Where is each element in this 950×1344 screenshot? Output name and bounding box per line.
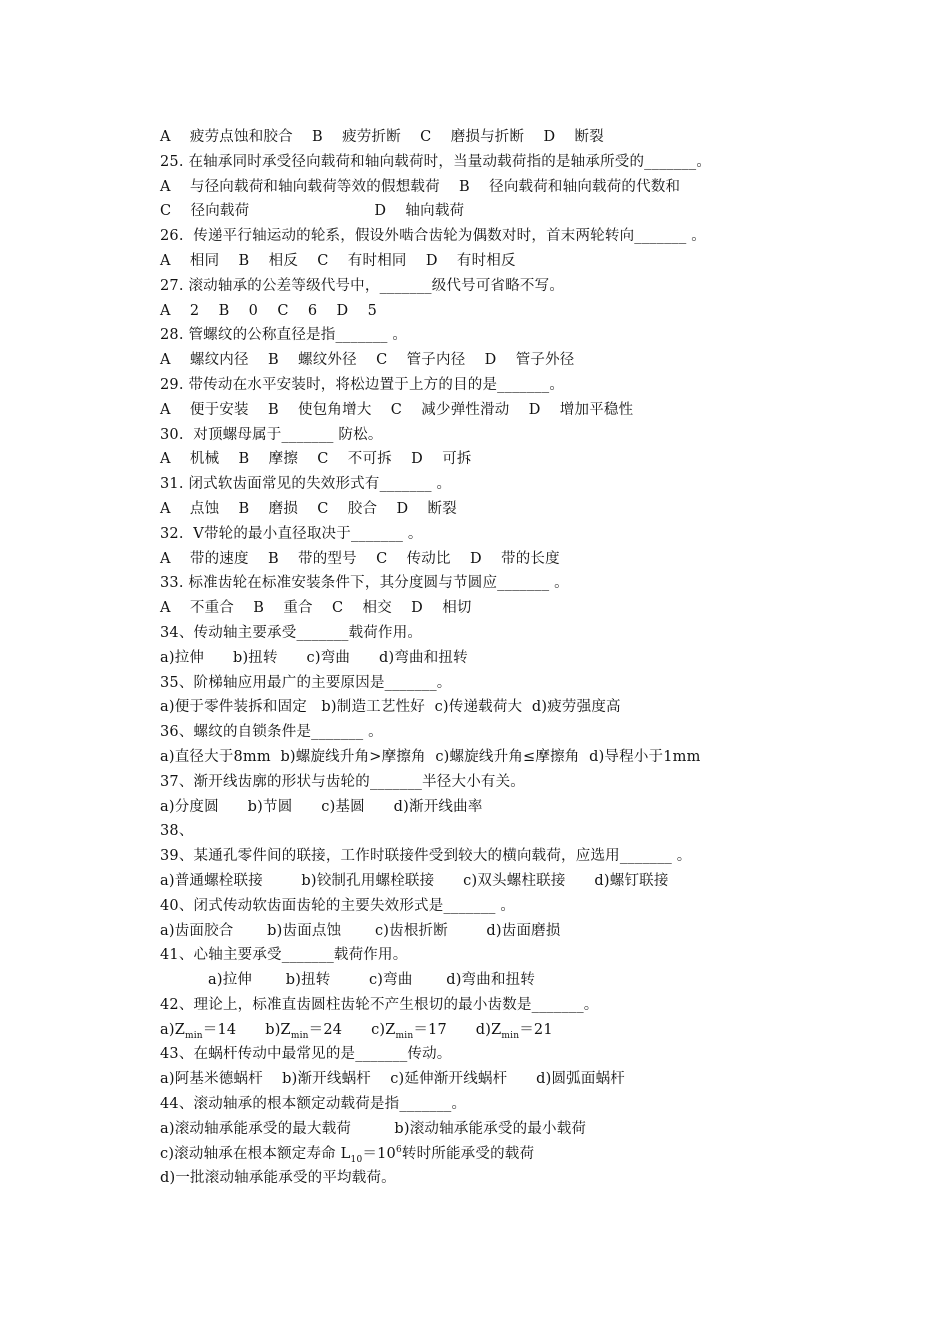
q36-question: 36、螺纹的自锁条件是_______ 。 — [160, 724, 383, 741]
q41-question: 41、心轴主要承受_______载荷作用。 — [160, 947, 408, 964]
q37-question: 37、渐开线齿廓的形状与齿轮的_______半径大小有关。 — [160, 773, 525, 790]
q31-question: 31. 闭式软齿面常见的失效形式有_______ 。 — [160, 476, 452, 493]
q30-options: A 机械 B 摩擦 C 不可拆 D 可拆 — [160, 451, 472, 468]
q40-question: 40、闭式传动软齿面齿轮的主要失效形式是_______ 。 — [160, 897, 516, 914]
q29-options: A 便于安装 B 使包角增大 C 减少弹性滑动 D 增加平稳性 — [160, 401, 634, 418]
q44-option-d: d)一批滚动轴承能承受的平均载荷。 — [160, 1170, 396, 1187]
q32-question: 32. V带轮的最小直径取决于_______ 。 — [160, 525, 423, 542]
q27-options: A 2 B 0 C 6 D 5 — [160, 302, 378, 319]
q27-question: 27. 滚动轴承的公差等级代号中，_______级代号可省略不写。 — [160, 277, 565, 294]
exam-document — [160, 125, 800, 1191]
q33-options: A 不重合 B 重合 C 相交 D 相切 — [160, 600, 472, 617]
q31-options: A 点蚀 B 磨损 C 胶合 D 断裂 — [160, 500, 457, 517]
q40-options: a)齿面胶合 b)齿面点蚀 c)齿根折断 d)齿面磨损 — [160, 922, 561, 939]
q25-options-cd: C 径向载荷 D 轴向载荷 — [160, 203, 465, 220]
q44-option-c: c)滚动轴承在根本额定寿命 $L_{10}=10^6$转时所能承受的载荷 — [160, 1144, 535, 1165]
q44-options-ab: a)滚动轴承能承受的最大载荷 b)滚动轴承能承受的最小载荷 — [160, 1120, 587, 1137]
q39-options: a)普通螺栓联接 b)铰制孔用螺栓联接 c)双头螺柱联接 d)螺钉联接 — [160, 872, 669, 889]
q43-options: a)阿基米德蜗杆 b)渐开线蜗杆 c)延伸渐开线蜗杆 d)圆弧面蜗杆 — [160, 1071, 625, 1088]
q25-options-ab: A 与径向载荷和轴向载荷等效的假想载荷 B 径向载荷和轴向载荷的代数和 — [160, 178, 681, 195]
q35-options: a)便于零件装拆和固定 b)制造工艺性好 c)传递载荷大 d)疲劳强度高 — [160, 699, 621, 716]
q39-question: 39、某通孔零件间的联接，工作时联接件受到较大的横向载荷，应选用_______ 。 — [160, 848, 692, 865]
q42-options: $a)Z_{min}=14$ $b)Z_{min}=24$ $c)Z_{min}=17$ $d)Z_{min}=21$ — [160, 1021, 553, 1041]
q36-options: a)直径大于8mm b)螺旋线升角>摩擦角 c)螺旋线升角≤摩擦角 d)导程小于1mm — [160, 748, 701, 765]
q26-options: A 相同 B 相反 C 有时相同 D 有时相反 — [160, 252, 516, 269]
q44-question: 44、滚动轴承的根本额定动载荷是指_______。 — [160, 1096, 467, 1113]
q24-options: A 疲劳点蚀和胶合 B 疲劳折断 C 磨损与折断 D 断裂 — [160, 129, 604, 145]
q28-options: A 螺纹内径 B 螺纹外径 C 管子内径 D 管子外径 — [160, 352, 575, 369]
q30-question: 30. 对顶螺母属于_______ 防松。 — [160, 426, 383, 443]
q33-question: 33. 标准齿轮在标准安装条件下，其分度圆与节圆应_______ 。 — [160, 575, 569, 592]
q42-question: 42、理论上，标准直齿圆柱齿轮不产生根切的最小齿数是_______。 — [160, 996, 599, 1013]
q29-question: 29. 带传动在水平安装时，将松边置于上方的目的是_______。 — [160, 376, 565, 393]
q34-options: a)拉伸 b)扭转 c)弯曲 d)弯曲和扭转 — [160, 649, 468, 666]
q37-options: a)分度圆 b)节圆 c)基圆 d)渐开线曲率 — [160, 798, 483, 815]
q41-options: a)拉伸 b)扭转 c)弯曲 d)弯曲和扭转 — [208, 972, 536, 989]
q28-question: 28. 管螺纹的公称直径是指_______ 。 — [160, 327, 408, 344]
q26-question: 26. 传递平行轴运动的轮系，假设外啮合齿轮为偶数对时，首末两轮转向_______ 。 — [160, 228, 706, 245]
q32-options: A 带的速度 B 带的型号 C 传动比 D 带的长度 — [160, 550, 560, 567]
q35-question: 35、阶梯轴应用最广的主要原因是_______。 — [160, 674, 452, 691]
q34-question: 34、传动轴主要承受_______载荷作用。 — [160, 624, 423, 641]
q38-question: 38、 — [160, 823, 194, 840]
q25-question: 25. 在轴承同时承受径向载荷和轴向载荷时，当量动载荷指的是轴承所受的_______。 — [160, 153, 712, 170]
q43-question: 43、在蜗杆传动中最常见的是_______传动。 — [160, 1046, 452, 1063]
